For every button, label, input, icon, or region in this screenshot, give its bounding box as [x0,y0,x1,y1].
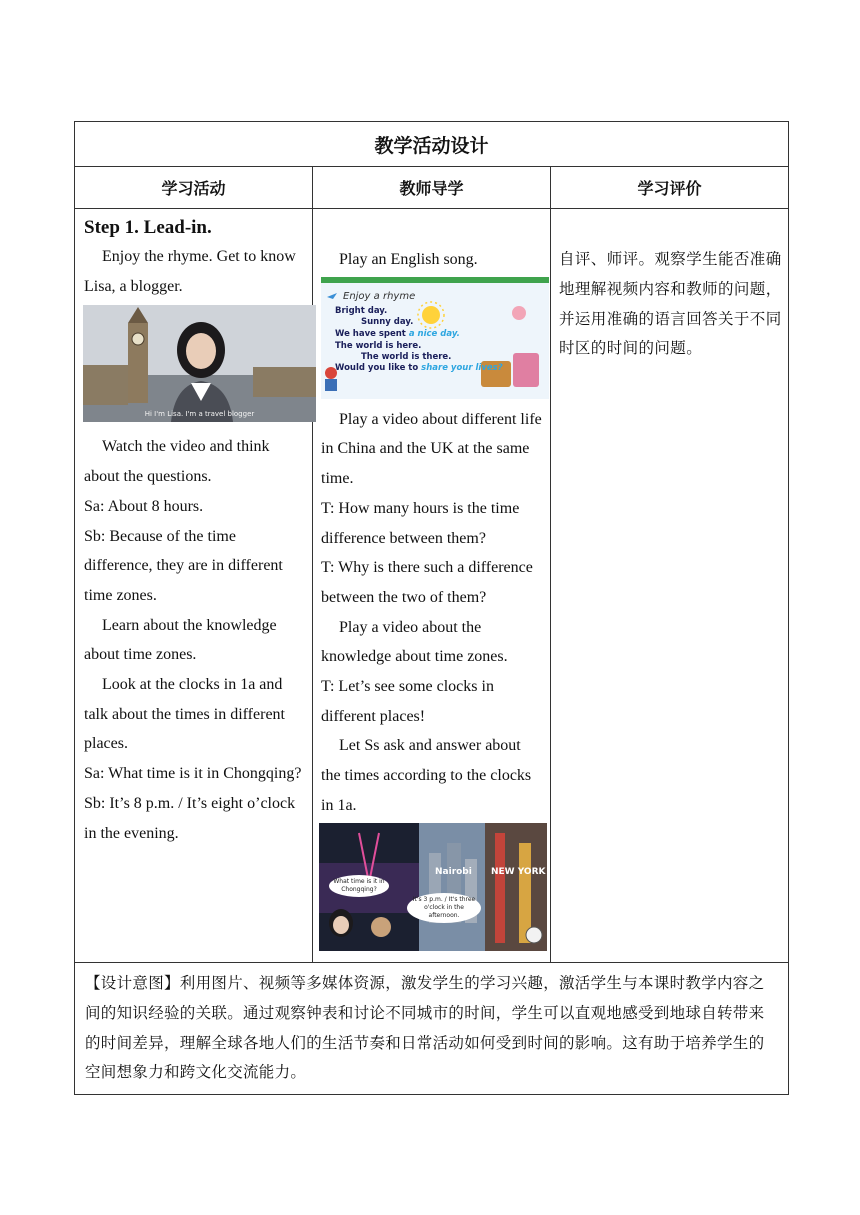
learning-activities-cell [75,209,313,963]
city-label: NEW YORK [491,866,546,877]
learning-evaluation-cell [551,209,789,963]
city-clocks-image [319,823,547,951]
design-intent-cell: 【设计意图】利用图片、视频等多媒体资源，激发学生的学习兴趣，激活学生与本课时教学内容之间的知识经验的关联。通过观察钟表和讨论不同城市的时间，学生可以直观地感受到地球自转带来的时间差异，理解全球各地人们的生活节奏和日常活动如何受到时间的影响。这有助于培养学生的空间想象力和跨文化交流能力。 [75,963,789,1095]
header-learning-activities: 学习活动 [75,167,313,209]
teacher-text: T: Let’s see some clocks in different places! [321,678,494,725]
lesson-sheet [74,121,789,1095]
teacher-text: Play a video about different life in China and the UK at the same time. [321,410,542,488]
header-teacher-guidance: 教师导学 [313,167,551,209]
teacher-text: Let Ss ask and answer about the times according to the clocks in 1a. [321,737,532,814]
city-label: Nairobi [435,866,472,877]
speech-bubble: It's 3 p.m. / It's three o'clock in the afternoon. [407,893,481,923]
teacher-text: Play a video about the knowledge about time zones. [321,618,508,666]
header-learning-evaluation: 学习评价 [551,167,789,209]
rhyme-line: Bright day. [335,305,388,316]
speech-bubble: What time is it in Chongqing? [329,875,389,897]
image-caption: Hi I'm Lisa. I'm a travel blogger [144,410,255,419]
activity-text: Enjoy the rhyme. Get to know Lisa, a blogger. [84,248,296,295]
activity-text: Sa: What time is it in Chongqing? [84,765,302,783]
activity-text: Sb: It’s 8 p.m. / It’s eight o’clock in the evening. [84,794,296,842]
rhyme-slide-image [321,277,549,399]
activity-text: Sb: Because of the time difference, they are in different time zones. [84,527,283,604]
activity-text: Look at the clocks in 1a and talk about the times in different places. [84,676,285,753]
table-title: 教学活动设计 [75,122,789,167]
activity-text: Watch the video and think about the questions. [84,438,270,486]
teacher-text: Play an English song. [339,251,478,268]
step-title: Step 1. Lead-in. [84,217,212,238]
teacher-guidance-cell [313,209,551,963]
lisa-blogger-image [83,305,316,422]
rhyme-line: Would you like to share your lives? [335,362,503,373]
activity-text: Learn about the knowledge about time zones. [84,616,277,664]
evaluation-text: 自评、师评。观察学生能否准确地理解视频内容和教师的问题，并运用准确的语言回答关于不同时区的时间的问题。 [559,250,782,358]
rhyme-title: Enjoy a rhyme [343,290,416,302]
teacher-text: T: How many hours is the time difference between them? [321,499,520,547]
rhyme-line: The world is here. [335,340,422,351]
teaching-activity-table [74,121,789,1095]
rhyme-line: Sunny day. [361,316,414,327]
teacher-text: T: Why is there such a difference between the two of them? [321,559,533,606]
rhyme-line: The world is there. [361,351,452,362]
activity-text: Sa: About 8 hours. [84,497,204,515]
rhyme-line: We have spent a nice day. [335,328,460,339]
london-scene-illustration [83,305,316,422]
